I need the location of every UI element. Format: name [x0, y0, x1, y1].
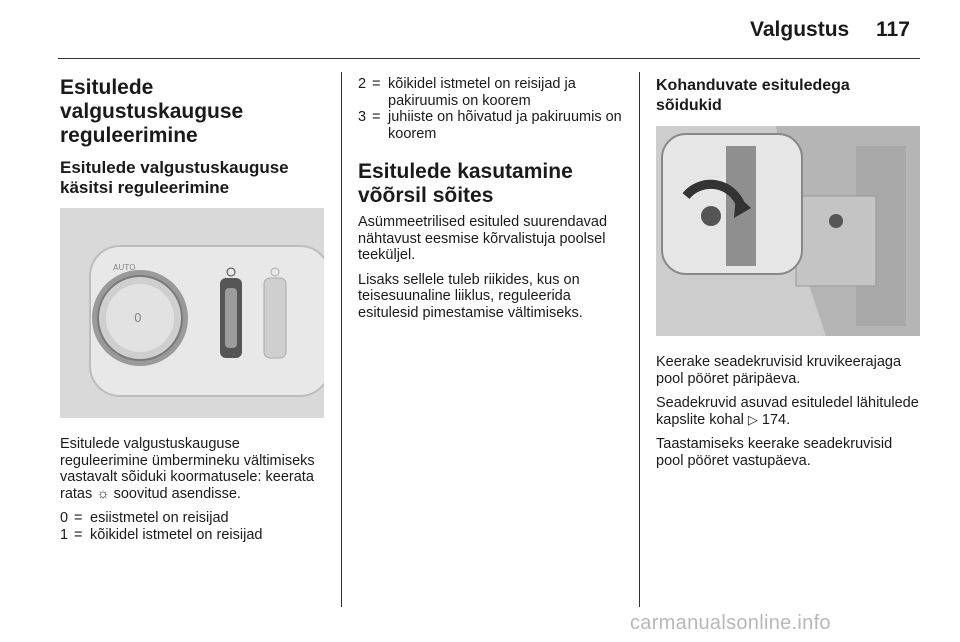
column-divider-1 [341, 72, 342, 607]
adaptive-paragraph-1: Keerake seadekruvisid kruvikeerajaga pool pööret päripäeva. [656, 354, 902, 387]
abroad-paragraph-1: Asümmeetrilised esituled suurendavad nähtavust eesmise kõrvalistuja poolsel teeküljel. [358, 214, 608, 263]
list-item: 1 = kõikidel istmetel on reisijad [60, 526, 263, 543]
abroad-paragraph-2: Lisaks sellele tuleb riikides, kus on teisesuunaline liiklus, reguleerida esitulesid pimestamise vältimiseks. [358, 271, 583, 321]
header-divider [58, 58, 920, 59]
subheading-manual: Esitulede valgustuskauguse käsitsi reguleerimine [60, 158, 289, 197]
headlight-range-icon: ☼ [96, 485, 110, 502]
adjuster-screw-illustration [656, 126, 920, 336]
column-2 [358, 76, 622, 329]
heading-manual-range: Esitulede valgustuskauguse reguleerimine [60, 76, 244, 147]
page-ref-arrow-icon: ▷ [747, 411, 758, 427]
range-list-continued [358, 76, 622, 142]
column-divider-2 [639, 72, 640, 607]
watermark: carmanualsonline.info [630, 612, 831, 634]
adjuster-screw-figure [656, 126, 920, 336]
headlight-switch-illustration [60, 208, 324, 418]
heading-abroad: Esitulede kasutamine võõrsil sõites [358, 160, 573, 207]
section-title: Valgustus [750, 18, 850, 41]
column-3 [656, 76, 920, 477]
adaptive-paragraph-2: Seadekruvid asuvad esituledel lähitulede kapslite kohal ▷ 174. [656, 395, 919, 428]
range-list [60, 510, 324, 543]
headlight-switch-figure [60, 208, 324, 418]
manual-range-paragraph: Esitulede valgustuskauguse reguleerimine ümbermineku vältimiseks vastavalt sõiduki koormatusele: keerata ratas ☼ soovitud asendisse. [60, 436, 315, 502]
list-item: 0 = esiistmetel on reisijad [60, 510, 229, 526]
svg-text:0: 0 [134, 311, 142, 325]
list-item: 3 = juhiiste on hõivatud ja pakiruumis on koorem [358, 109, 622, 142]
auto-label: AUTO [113, 263, 136, 272]
adaptive-paragraph-3: Taastamiseks keerake seadekruvisid pool pööret vastupäeva. [656, 436, 893, 469]
page-number: 117 [876, 18, 910, 41]
column-1 [60, 76, 324, 551]
list-item: 2 = kõikidel istmetel on reisijad ja pakiruumis on koorem [358, 76, 576, 109]
page-reference-link[interactable]: 174. [761, 411, 791, 428]
heading-adaptive: Kohanduvate esituledega sõidukid [656, 77, 850, 114]
